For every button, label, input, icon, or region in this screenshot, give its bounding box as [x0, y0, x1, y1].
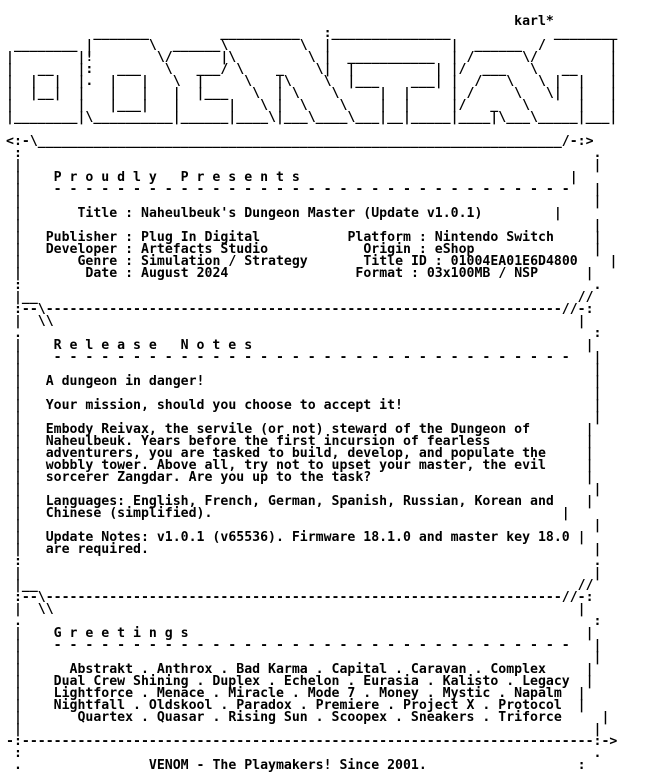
info-row: | Developer : Artefacts Studio Origin : eShop | — [6, 242, 602, 257]
frame-line: | | — [6, 566, 602, 581]
publisher-value: Plug In Digital — [141, 230, 261, 245]
frame-line: : . — [6, 146, 602, 161]
release-tagline: A dungeon in danger! — [45, 374, 205, 389]
description-line: wobbly tower. Above all, try not to upset your master, the evil — [45, 458, 546, 473]
languages-row: | Chinese (simplified). | — [6, 506, 570, 521]
greetings-row: | Abstrakt . Anthrox . Bad Karma . Capital . Caravan . Complex | — [6, 662, 594, 677]
origin-value: eShop — [434, 242, 475, 257]
title-row: | Title : Naheulbeuk's Dungeon Master (Update v1.0.1) | — [6, 206, 562, 221]
update-row: | are required. | — [6, 542, 602, 557]
release-heading-line: | R e l e a s e N o t e s | — [6, 338, 594, 353]
section-divider: :--\-----------------------------------------------------------------//-: — [6, 302, 594, 317]
greetings-heading-line: | G r e e t i n g s | — [6, 626, 594, 641]
footer-row: . VENOM - The Playmakers! Since 2001. : — [6, 758, 586, 773]
top-border: <:-\__________________________________________________________________/-:> — [6, 134, 594, 149]
frame-line: | | — [6, 386, 602, 401]
title-id-label: Title ID — [363, 254, 427, 269]
description-row: | Naheulbeuk. Years before the first incursion of fearless | — [6, 434, 594, 449]
info-row: | Date : August 2024 Format : 03x100MB / NSP | — [6, 266, 594, 281]
frame-line: | | — [6, 218, 602, 233]
section-divider: | \\ | — [6, 314, 586, 329]
date-label: Date — [85, 266, 118, 281]
title-id-value: 01004EA01E6D4800 — [450, 254, 578, 269]
description-line: adventurers, you are tasked to build, develop, and populate the — [45, 446, 546, 461]
title-label: Title — [77, 206, 118, 221]
section-divider: :--\-----------------------------------------------------------------//-: — [6, 590, 594, 605]
origin-label: Origin — [363, 242, 411, 257]
bottom-border: -:------------------------------------------------------------------------:-> — [6, 734, 618, 749]
frame-line: | | — [6, 482, 602, 497]
frame-line: | | — [6, 722, 602, 737]
greetings-line: Dual Crew Shining . Duplex . Echelon . Eurasia . Kalisto . Legacy — [53, 674, 570, 689]
genre-value: Simulation / Strategy — [141, 254, 308, 269]
frame-line: : . — [6, 746, 602, 761]
greetings-row: | Lightforce . Menace . Miracle . Mode 7 . Money . Mystic . Napalm | — [6, 686, 586, 701]
greetings-row: | Dual Crew Shining . Duplex . Echelon . Eurasia . Kalisto . Legacy | — [6, 674, 594, 689]
developer-label: Developer — [45, 242, 118, 257]
heading-rule: | - - - - - - - - - - - - - - - - - - - - - - - - - - - - - - - - - | — [6, 182, 602, 197]
frame-line: : . — [6, 554, 602, 569]
platform-label: Platform — [347, 230, 411, 245]
update-line: are required. — [45, 542, 149, 557]
genre-label: Genre — [77, 254, 118, 269]
presents-heading-line: | P r o u d l y P r e s e n t s | — [6, 170, 578, 185]
frame-line: | | — [6, 650, 602, 665]
greetings-line: Abstrakt . Anthrox . Bad Karma . Capital . Caravan . Complex — [69, 662, 546, 677]
info-row: | Publisher : Plug In Digital Platform : Nintendo Switch | — [6, 230, 602, 245]
greetings-heading: G r e e t i n g s — [53, 626, 189, 641]
format-label: Format — [355, 266, 404, 281]
frame-line: | | — [6, 410, 602, 425]
description-line: Naheulbeuk. Years before the first incursion of fearless — [45, 434, 491, 449]
presents-heading: P r o u d l y P r e s e n t s — [53, 170, 300, 185]
heading-rule: | - - - - - - - - - - - - - - - - - - - - - - - - - - - - - - - - - | — [6, 638, 602, 653]
frame-line: | | — [6, 194, 602, 209]
footer-text: VENOM - The Playmakers! Since 2001. — [148, 758, 427, 773]
greetings-line: Quartex . Quasar . Rising Sun . Scoopex . Sneakers . Triforce — [77, 710, 562, 725]
description-row: | wobbly tower. Above all, try not to upset your master, the evil | — [6, 458, 594, 473]
description-row: | Embody Reivax, the servile (or not) steward of the Dungeon of | — [6, 422, 594, 437]
mission-row: | Your mission, should you choose to accept it! | — [6, 398, 602, 413]
frame-line: | | — [6, 362, 602, 377]
date-value: August 2024 — [141, 266, 229, 281]
frame-line: : . — [6, 278, 602, 293]
group-member-tag: karl* — [514, 14, 554, 29]
languages-row: | Languages: English, French, German, Spanish, Russian, Korean and | — [6, 494, 594, 509]
frame-line: . : — [6, 326, 602, 341]
frame-line: . : — [6, 614, 602, 629]
venom-ascii-logo: _______ __________ :_______________ ________ ________ | \ ______\ \ | | ______ / | | |! \/ |\ \ | ___________ | / \/ | | __ |: ___ \ ___/ \ _ \| | | |/ ___ \ __ | | | | |. | | \ | \ |\ \ |___ ___| | / \ \ | | | | |__| | | | | |___ \ | \ \ | | | / \ \| | | | | |___| | | \ | \ \ | | |/ _ \ | | |________|\__________|______|____\|___\____\___|__|_____|____|\___\_____|___| — [6, 26, 618, 125]
frame-line: | | — [6, 158, 602, 173]
greetings-row: | Nightfall . Oldskool . Paradox . Premiere . Project X . Protocol | — [6, 698, 586, 713]
platform-value: Nintendo Switch — [434, 230, 554, 245]
developer-value: Artefacts Studio — [141, 242, 269, 257]
release-mission: Your mission, should you choose to accept it! — [45, 398, 403, 413]
section-divider: |__ // — [6, 578, 594, 593]
greetings-line: Nightfall . Oldskool . Paradox . Premiere . Project X . Protocol — [53, 698, 562, 713]
update-row: | Update Notes: v1.0.1 (v65536). Firmware 18.1.0 and master key 18.0 | — [6, 530, 586, 545]
release-notes-heading: R e l e a s e N o t e s — [53, 338, 253, 353]
info-row: | Genre : Simulation / Strategy Title ID : 01004EA01E6D4800 | — [6, 254, 618, 269]
frame-line: | | — [6, 518, 602, 533]
update-line: Update Notes: v1.0.1 (v65536). Firmware 18.1.0 and master key 18.0 — [45, 530, 570, 545]
nfo-document — [6, 16, 633, 772]
format-value: 03x100MB / NSP — [426, 266, 539, 281]
description-row: | adventurers, you are tasked to build, develop, and populate the | — [6, 446, 594, 461]
description-line: Embody Reivax, the servile (or not) steward of the Dungeon of — [45, 422, 531, 437]
title-value: Naheulbeuk's Dungeon Master (Update v1.0.1) — [141, 206, 483, 221]
description-line: sorcerer Zangdar. Are you up to the task? — [45, 470, 372, 485]
publisher-label: Publisher — [45, 230, 118, 245]
languages-line: Languages: English, French, German, Spanish, Russian, Korean and — [45, 494, 554, 509]
greetings-line: Lightforce . Menace . Miracle . Mode 7 . Money . Mystic . Napalm — [53, 686, 562, 701]
section-divider: | \\ | — [6, 602, 586, 617]
heading-rule: | - - - - - - - - - - - - - - - - - - - - - - - - - - - - - - - - - | — [6, 350, 602, 365]
greetings-row: | Quartex . Quasar . Rising Sun . Scoopex . Sneakers . Triforce | — [6, 710, 610, 725]
description-row: | sorcerer Zangdar. Are you up to the task? | — [6, 470, 594, 485]
tagline-row: | A dungeon in danger! | — [6, 374, 602, 389]
languages-line: Chinese (simplified). — [45, 506, 213, 521]
section-divider: |__ // — [6, 290, 594, 305]
